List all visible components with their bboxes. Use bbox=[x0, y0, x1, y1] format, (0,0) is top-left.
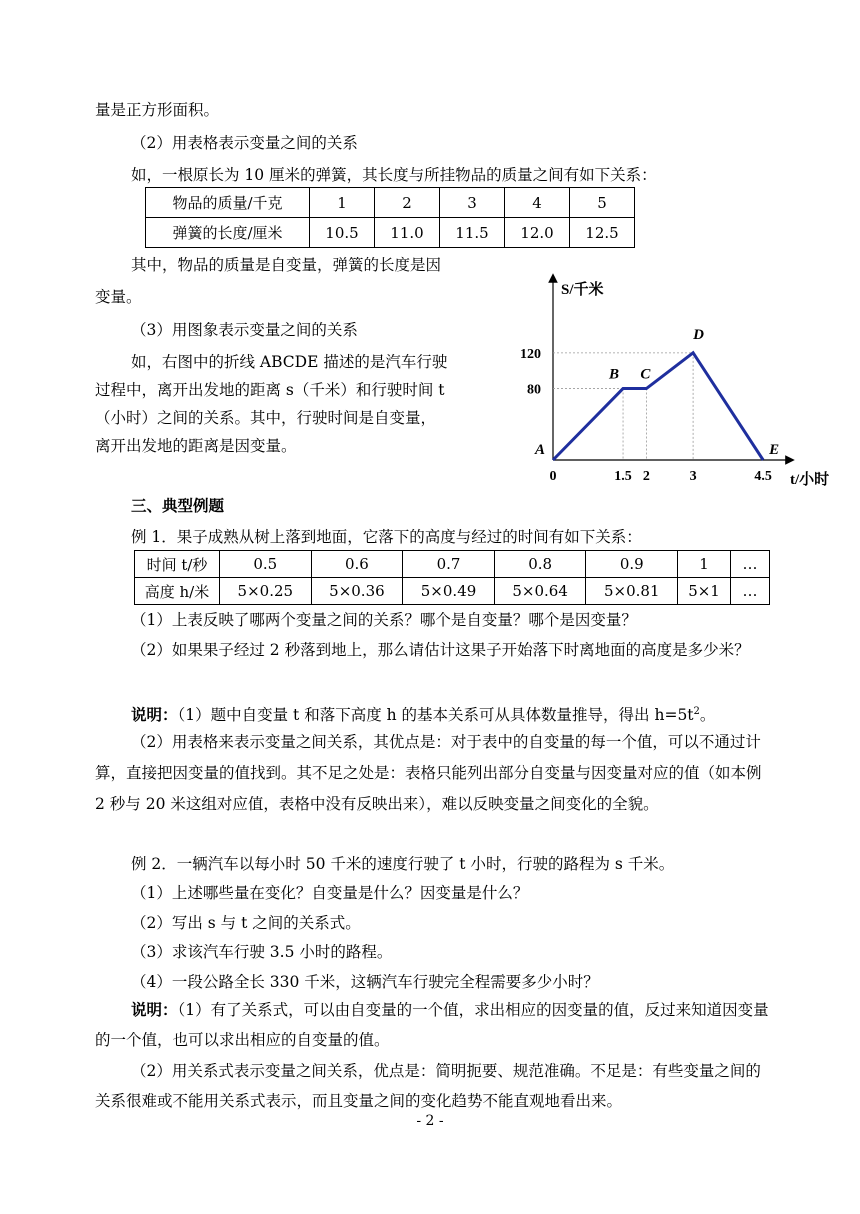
series-line bbox=[553, 353, 763, 460]
table-cell: 时间 t/秒 bbox=[135, 551, 220, 578]
paragraph: （2）如果果子经过 2 秒落到地上，那么请估计这果子开始落下时离地面的高度是多少米？ bbox=[131, 641, 750, 659]
paragraph: （2）用关系式表示变量之间关系，优点是：简明扼要、规范准确。不足是：有些变量之间的关系很难或不能用关系式表示，而且变量之间的变化趋势不能直观地看出来。 bbox=[95, 1062, 761, 1110]
table-cell: 5 bbox=[570, 188, 635, 218]
note-text: 。 bbox=[699, 706, 716, 725]
x-tick-label: 1.5 bbox=[614, 469, 632, 484]
table-cell: 10.5 bbox=[310, 218, 375, 248]
paragraph: （2）用表格来表示变量之间关系，其优点是：对于表中的自变量的每一个值，可以不通过计算，直接把因变量的值找到。其不足之处是：表格只能列出部分自变量与因变量对应的值（如本例 2 秒与 20 米这组对应值，表格中没有反映出来），难以反映变量之间变化的全貌。 bbox=[95, 733, 762, 813]
text-line: （3）用图象表示变量之间的关系 bbox=[131, 321, 358, 339]
table-cell: 1 bbox=[310, 188, 375, 218]
table-cell: 12.0 bbox=[505, 218, 570, 248]
table-cell: 5×0.81 bbox=[586, 578, 678, 605]
point-label: A bbox=[535, 442, 546, 458]
x-axis-label: t/小时 bbox=[790, 472, 830, 488]
x-tick-label: 2 bbox=[642, 469, 650, 484]
text-line: （1）上述哪些量在变化？自变量是什么？因变量是什么？ bbox=[131, 884, 529, 902]
text-line: （2）写出 s 与 t 之间的关系式。 bbox=[131, 914, 361, 932]
table-cell: 4 bbox=[505, 188, 570, 218]
table-cell: 11.5 bbox=[440, 218, 505, 248]
paragraph bbox=[95, 995, 775, 1055]
point-label: E bbox=[769, 442, 780, 458]
spring-table bbox=[145, 187, 635, 248]
text-line: 如，一根原长为 10 厘米的弹簧，其长度与所挂物品的质量之间有如下关系： bbox=[131, 166, 657, 184]
x-tick-label: 0 bbox=[549, 469, 557, 484]
text-line: 量是正方形面积。 bbox=[95, 101, 220, 119]
table-cell: 0.7 bbox=[403, 551, 495, 578]
table-row bbox=[146, 218, 635, 248]
table-row bbox=[135, 551, 770, 578]
y-axis-label: S/千米 bbox=[561, 282, 604, 298]
text-line: 例 2．一辆汽车以每小时 50 千米的速度行驶了 t 小时，行驶的路程为 s 千米。 bbox=[131, 855, 675, 873]
point-label: D bbox=[693, 326, 704, 343]
table-row bbox=[135, 578, 770, 605]
text-line: 例 1．果子成熟从树上落到地面，它落下的高度与经过的时间有如下关系： bbox=[131, 528, 642, 546]
text-line: （2）用表格表示变量之间的关系 bbox=[131, 134, 358, 152]
page-number: - 2 - bbox=[416, 1113, 444, 1129]
table-cell: 5×1 bbox=[678, 578, 731, 605]
table-cell: 5×0.64 bbox=[494, 578, 586, 605]
table-cell: 2 bbox=[375, 188, 440, 218]
note-label: 说明： bbox=[131, 1000, 178, 1019]
table-cell: 0.9 bbox=[586, 551, 678, 578]
text-line: 过程中，离开出发地的距离 s（千米）和行驶时间 t bbox=[95, 381, 445, 399]
distance-time-graph bbox=[510, 270, 840, 500]
table-cell: 弹簧的长度/厘米 bbox=[146, 218, 310, 248]
table-cell: … bbox=[731, 578, 770, 605]
table-cell: 1 bbox=[678, 551, 731, 578]
table-cell: 5×0.49 bbox=[403, 578, 495, 605]
point-label: C bbox=[640, 366, 651, 383]
note-text: （1）有了关系式，可以由自变量的一个值，求出相应的因变量的值，反过来知道因变量的一个值，也可以求出相应的自变量的值。 bbox=[95, 1001, 769, 1049]
point-label: B bbox=[609, 366, 620, 383]
note-label: 说明： bbox=[131, 705, 178, 725]
x-tick-label: 4.5 bbox=[754, 469, 772, 484]
table-cell: 0.6 bbox=[311, 551, 403, 578]
table-cell: 高度 h/米 bbox=[135, 578, 220, 605]
table-cell: … bbox=[731, 551, 770, 578]
table-row bbox=[146, 188, 635, 218]
text-line: （3）求该汽车行驶 3.5 小时的路程。 bbox=[131, 943, 393, 961]
table-cell: 5×0.25 bbox=[220, 578, 312, 605]
text-line: 变量。 bbox=[95, 288, 142, 306]
x-tick-label: 3 bbox=[689, 469, 697, 484]
note-line bbox=[131, 700, 811, 727]
table-cell: 物品的质量/千克 bbox=[146, 188, 310, 218]
text-line: （4）一段公路全长 330 千米，这辆汽车行驶完全程需要多少小时？ bbox=[131, 973, 599, 991]
table-cell: 11.0 bbox=[375, 218, 440, 248]
y-tick-label: 120 bbox=[520, 346, 541, 362]
text-line: （小时）之间的关系。其中，行驶时间是自变量， bbox=[95, 409, 437, 427]
text-line: 如，右图中的折线 ABCDE 描述的是汽车行驶 bbox=[131, 353, 448, 371]
note-text: （1）题中自变量 t 和落下高度 h 的基本关系可从具体数量推导，得出 h=5t bbox=[177, 706, 694, 725]
y-tick-label: 80 bbox=[527, 382, 541, 398]
fall-table bbox=[134, 550, 770, 605]
text-line: 离开出发地的距离是因变量。 bbox=[95, 437, 297, 455]
section-title: 三、典型例题 bbox=[131, 497, 225, 515]
superscript: 2 bbox=[693, 706, 700, 717]
table-cell: 0.5 bbox=[220, 551, 312, 578]
table-cell: 0.8 bbox=[494, 551, 586, 578]
text-line: （1）上表反映了哪两个变量之间的关系？哪个是自变量？哪个是因变量？ bbox=[131, 611, 637, 629]
table-cell: 12.5 bbox=[570, 218, 635, 248]
text-line: 其中，物品的质量是自变量，弹簧的长度是因 bbox=[131, 256, 442, 274]
table-cell: 3 bbox=[440, 188, 505, 218]
table-cell: 5×0.36 bbox=[311, 578, 403, 605]
